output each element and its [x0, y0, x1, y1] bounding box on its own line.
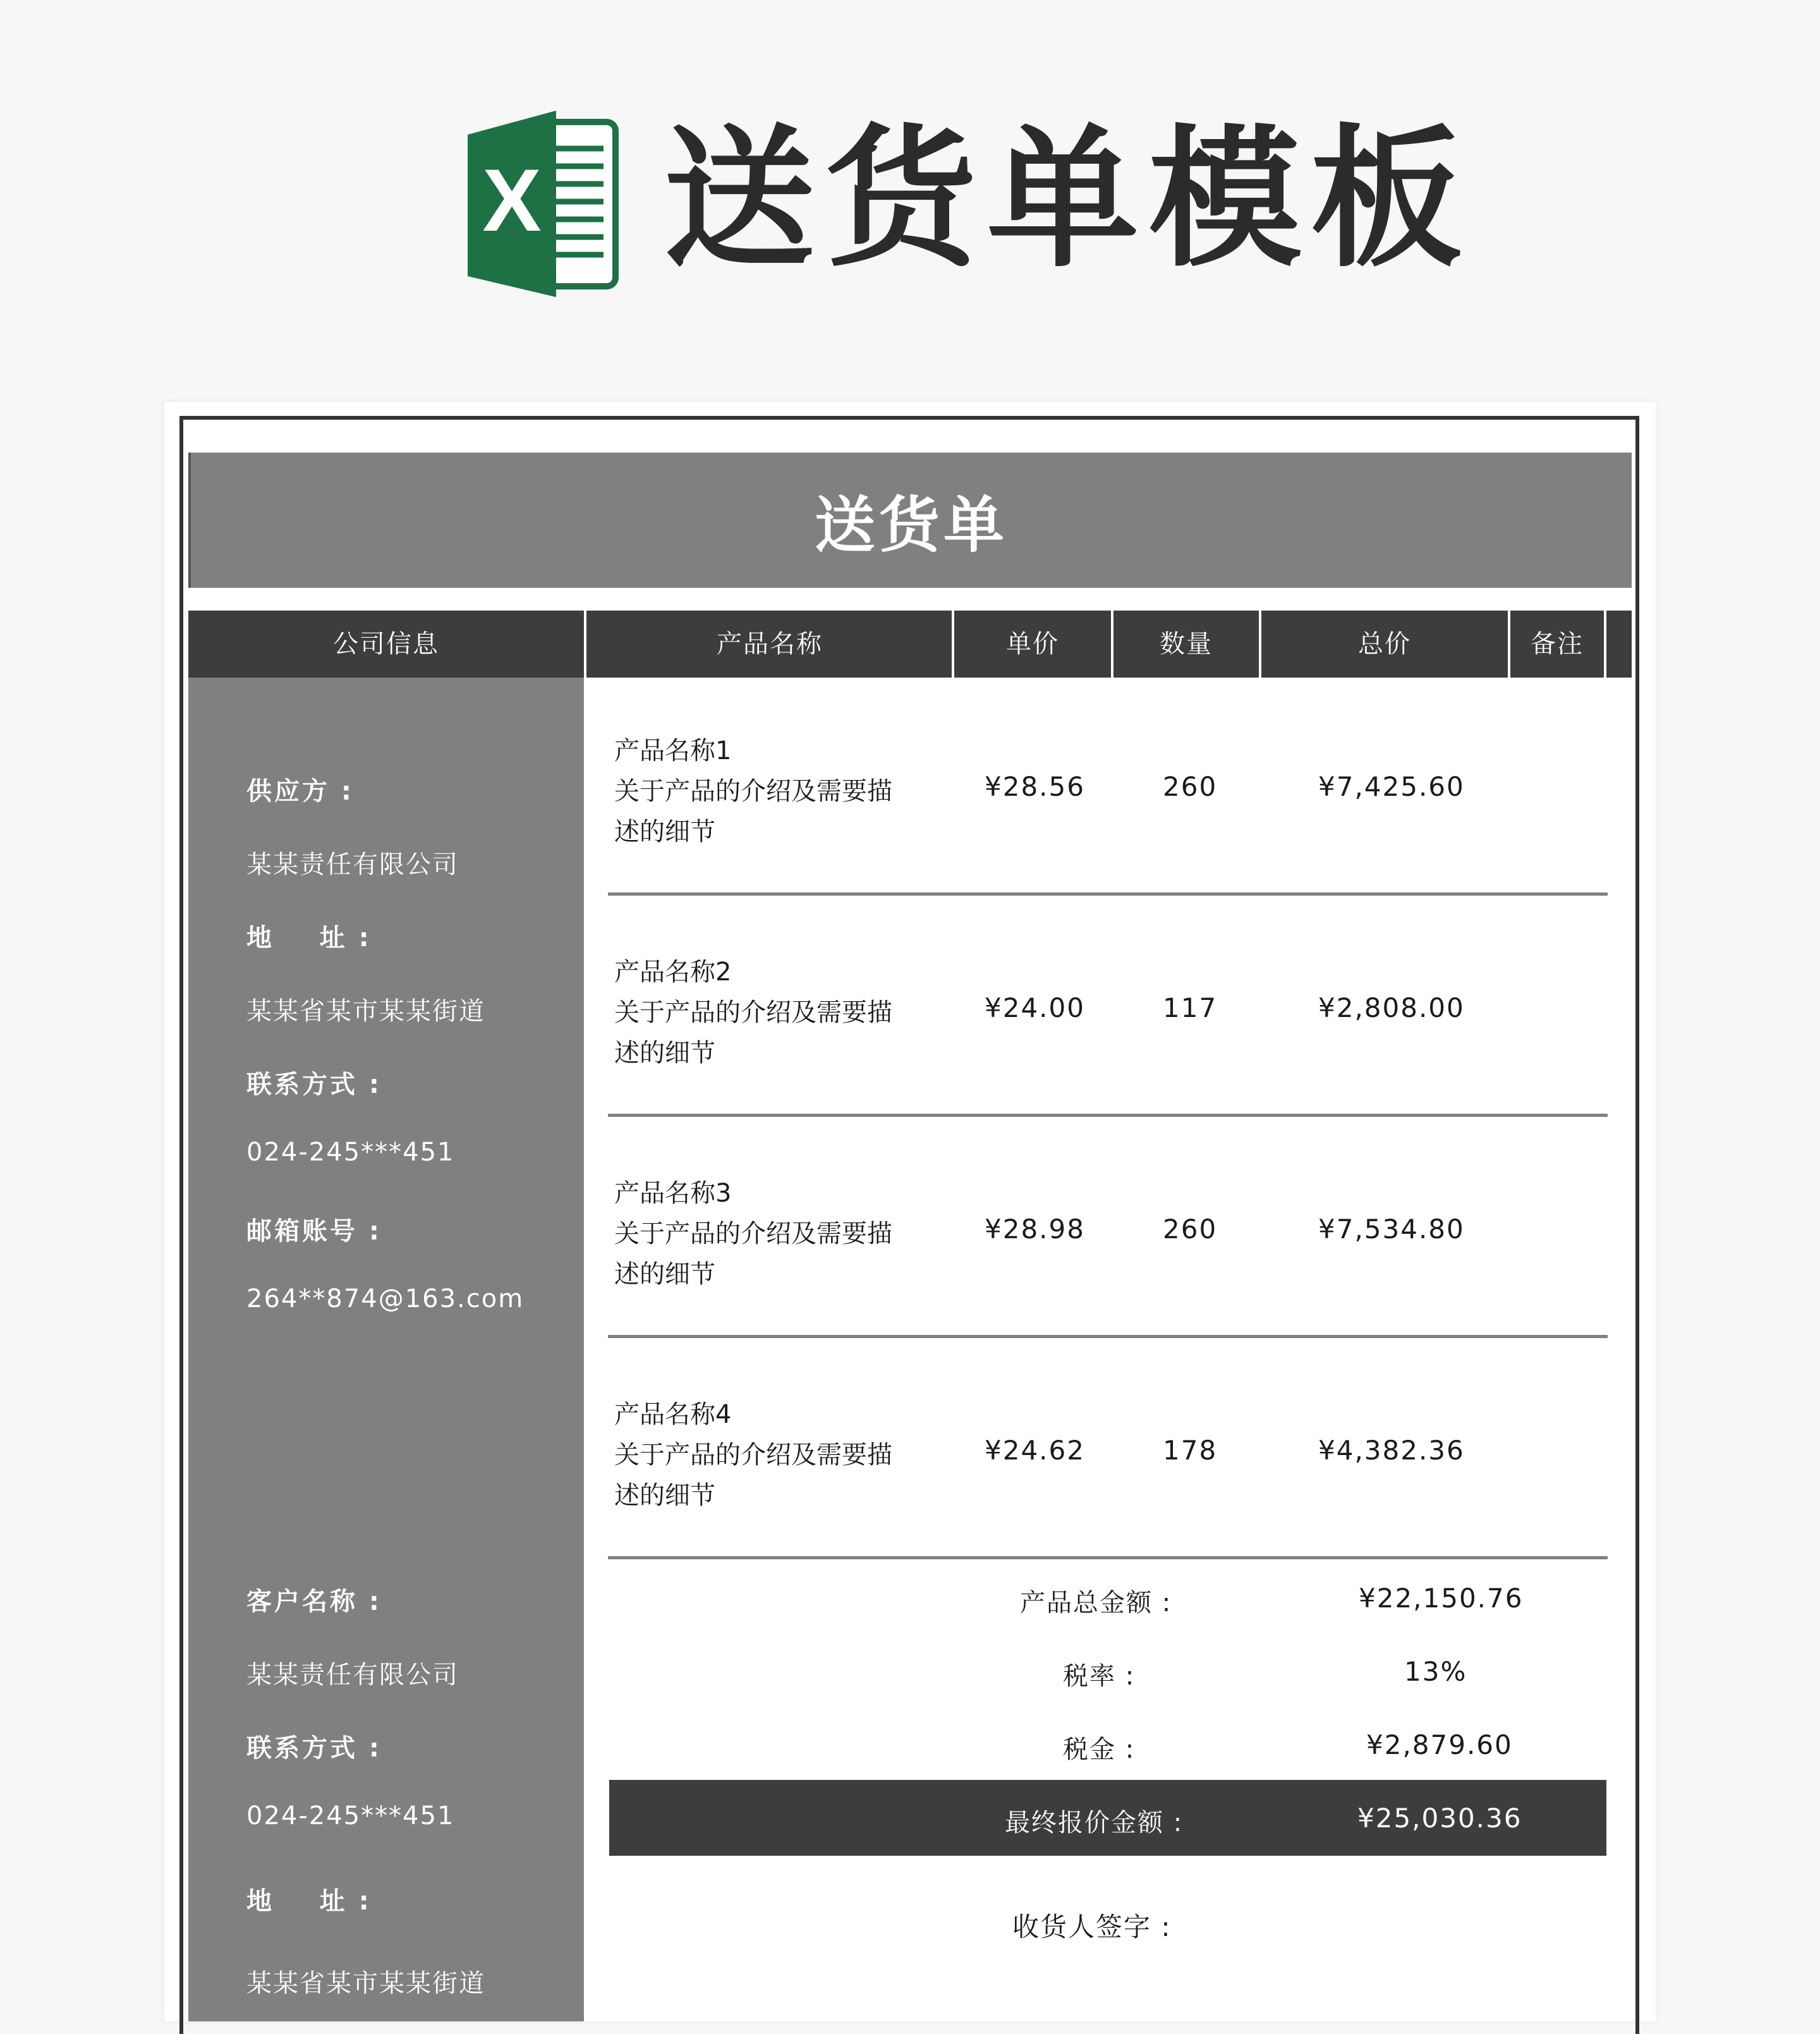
product-name: 产品名称1 [614, 736, 732, 765]
total-price: ¥4,382.36 [1318, 1435, 1465, 1466]
table-row [584, 702, 1632, 923]
excel-logo-letter: X [482, 150, 542, 250]
column-header-company-info: 公司信息 [333, 630, 439, 659]
subtotal-label: 产品总金额 : [1020, 1588, 1172, 1617]
product-description: 关于产品的介绍及需要描 [614, 998, 892, 1027]
product-description: 述的细节 [614, 817, 715, 846]
customer-contact-value: 024-245***451 [246, 1801, 455, 1830]
table-row [584, 923, 1632, 1144]
supplier-value: 某某责任有限公司 [246, 850, 459, 879]
column-divider [1604, 611, 1606, 678]
product-name: 产品名称2 [614, 958, 732, 987]
unit-price: ¥24.00 [985, 992, 1085, 1023]
quantity: 117 [1163, 992, 1218, 1023]
product-name: 产品名称3 [614, 1179, 732, 1208]
unit-price: ¥28.98 [985, 1214, 1085, 1245]
final-total-bar [609, 1780, 1606, 1856]
row-divider [608, 1114, 1608, 1117]
customer-name-value: 某某责任有限公司 [246, 1660, 459, 1690]
document-title: 送货单 [188, 453, 1632, 588]
subtotal-value: ¥22,150.76 [1359, 1583, 1524, 1614]
hero-header [0, 0, 1820, 354]
product-description: 述的细节 [614, 1481, 715, 1510]
total-price: ¥2,808.00 [1318, 992, 1465, 1023]
product-description: 述的细节 [614, 1260, 715, 1289]
table-row [584, 1365, 1632, 1586]
tax-label: 税金 : [1063, 1735, 1136, 1764]
product-description: 关于产品的介绍及需要描 [614, 777, 892, 806]
final-total-label: 最终报价金额 : [1005, 1808, 1184, 1837]
unit-price: ¥24.62 [985, 1435, 1085, 1466]
excel-icon [468, 111, 619, 297]
column-header-product-name: 产品名称 [717, 630, 823, 659]
customer-address-value: 某某省某市某某街道 [246, 1969, 485, 1998]
quantity: 260 [1163, 771, 1218, 802]
customer-address-label: 地 址 : [246, 1887, 372, 1916]
product-description: 关于产品的介绍及需要描 [614, 1440, 892, 1470]
page-title: 送货单模板 [664, 111, 1473, 288]
tax-rate-label: 税率 : [1063, 1662, 1136, 1691]
supplier-contact-label: 联系方式 : [246, 1070, 382, 1099]
column-header-unit-price: 单价 [1006, 630, 1059, 659]
column-header-total-price: 总价 [1358, 630, 1411, 659]
product-description: 述的细节 [614, 1038, 715, 1068]
supplier-address-label: 地 址 : [246, 923, 372, 953]
tax-value: ¥2,879.60 [1366, 1729, 1513, 1760]
customer-name-label: 客户名称 : [246, 1587, 382, 1616]
company-info-panel [188, 678, 584, 2021]
total-price: ¥7,425.60 [1318, 771, 1465, 802]
signature-label: 收货人签字 : [1012, 1911, 1172, 1942]
table-header [188, 611, 1632, 678]
supplier-email-label: 邮箱账号 : [246, 1217, 382, 1246]
supplier-contact-value: 024-245***451 [246, 1138, 455, 1167]
product-name: 产品名称4 [614, 1400, 732, 1429]
product-description: 关于产品的介绍及需要描 [614, 1219, 892, 1248]
table-row [584, 1144, 1632, 1365]
unit-price: ¥28.56 [985, 771, 1085, 802]
row-divider [608, 1556, 1608, 1559]
customer-contact-label: 联系方式 : [246, 1734, 382, 1763]
column-header-quantity: 数量 [1160, 630, 1213, 659]
supplier-address-value: 某某省某市某某街道 [246, 997, 485, 1026]
tax-rate-value: 13% [1404, 1656, 1467, 1687]
final-total-value: ¥25,030.36 [1357, 1803, 1522, 1834]
quantity: 260 [1163, 1214, 1218, 1245]
quantity: 178 [1163, 1435, 1218, 1466]
row-divider [608, 892, 1608, 896]
row-divider [608, 1335, 1608, 1338]
total-price: ¥7,534.80 [1318, 1214, 1465, 1245]
supplier-email-value: 264**874@163.com [246, 1284, 525, 1313]
column-header-remark: 备注 [1531, 630, 1584, 659]
supplier-label: 供应方 : [246, 777, 354, 806]
